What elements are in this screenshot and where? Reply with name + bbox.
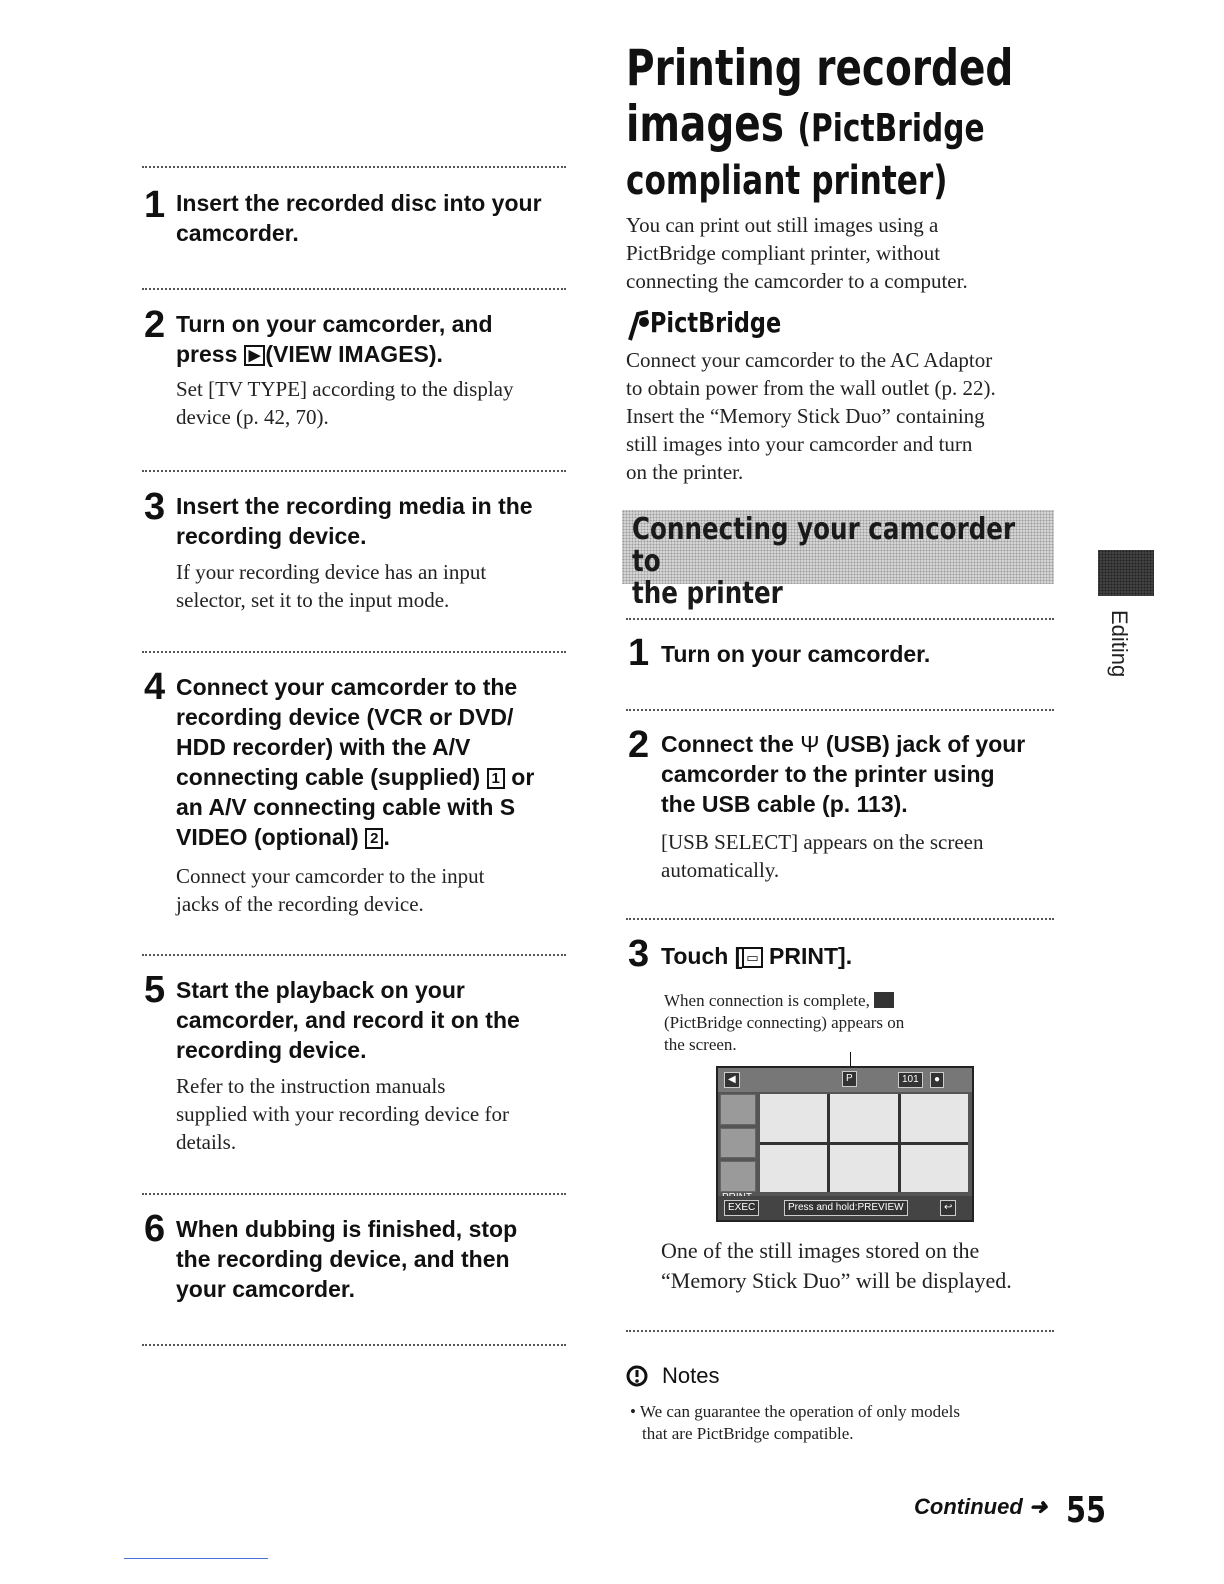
- step-number: 3: [144, 486, 166, 528]
- thumbnail: [901, 1145, 968, 1193]
- step-heading: Connect your camcorder to the recording device (VCR or DVD/ HDD recorder) with the A/V connecting cable (supplied) 1 or an A/V connecting cable with S VIDEO (optional) 2 .: [176, 674, 535, 850]
- step-heading: Connect the Ψ (USB) jack of your camcorder to the printer using the USB cable (p. 113).: [661, 731, 1026, 817]
- pictbridge-icon: [626, 308, 652, 344]
- step-heading: Turn on your camcorder, and press ▶ (VIEW IMAGES).: [176, 311, 493, 367]
- cable-1-icon: 1: [487, 768, 505, 789]
- preparation-text: Connect your camcorder to the AC Adaptor to obtain power from the wall outlet (p. 22). Insert the “Memory Stick Duo” containing still images into your camcorder and turn on the printer.: [626, 348, 996, 484]
- step-after-text: One of the still images stored on the “Memory Stick Duo” will be displayed.: [661, 1238, 1012, 1293]
- section-heading: Connecting your camcorder to the printer: [622, 510, 1054, 584]
- page-title: Printing recorded images (PictBridge compliant printer): [626, 39, 1014, 204]
- disc-icon: ●: [930, 1072, 944, 1088]
- notes-item: • We can guarantee the operation of only models: [630, 1402, 961, 1421]
- divider: [142, 954, 566, 956]
- step-number: 5: [144, 969, 166, 1011]
- step-number: 2: [628, 724, 650, 766]
- divider: [142, 166, 566, 168]
- pictbridge-indicator-icon: P: [842, 1071, 857, 1087]
- step-number: 4: [144, 666, 166, 708]
- cable-2-icon: 2: [365, 828, 383, 849]
- notes-icon: [626, 1365, 648, 1387]
- lcd-screen-illustration: [716, 1066, 974, 1222]
- step-heading: Start the playback on your camcorder, and record it on the recording device.: [176, 977, 520, 1063]
- step-heading: Insert the recorded disc into your camcorder.: [176, 190, 542, 246]
- side-tab: [1098, 550, 1154, 596]
- thumbnail-grid: [760, 1094, 968, 1192]
- pictbridge-connecting-icon: [874, 992, 894, 1008]
- continued-label: Continued ➜: [914, 1494, 1048, 1519]
- footer-line: [124, 1558, 268, 1559]
- step-number: 2: [144, 304, 166, 346]
- side-tab-label: Editing: [1107, 610, 1132, 678]
- thumbnail: [760, 1094, 827, 1142]
- preview-hint: Press and hold:PREVIEW: [784, 1200, 908, 1216]
- step-heading: Touch [ ▭ PRINT].: [661, 943, 853, 969]
- step-number: 3: [628, 933, 650, 975]
- notes-list: • We can guarantee the operation of only models that are PictBridge compatible.: [630, 1401, 1060, 1445]
- step-body: If your recording device has an input selector, set it to the input mode.: [176, 560, 487, 612]
- divider: [142, 470, 566, 472]
- step-number: 1: [144, 184, 166, 226]
- divider: [626, 1330, 1054, 1332]
- thumbnail: [830, 1094, 897, 1142]
- intro-text: You can print out still images using a PictBridge compliant printer, without connecting the camcorder to a computer.: [626, 213, 968, 293]
- step-number: 1: [628, 632, 650, 674]
- divider: [626, 918, 1054, 920]
- step-heading: When dubbing is finished, stop the recording device, and then your camcorder.: [176, 1216, 518, 1302]
- step-body: When connection is complete, (PictBridge connecting) appears on the screen.: [664, 991, 905, 1054]
- step-heading: Turn on your camcorder.: [661, 641, 931, 667]
- exec-button: EXEC: [724, 1200, 759, 1216]
- step-number: 6: [144, 1208, 166, 1250]
- thumbnail: [830, 1145, 897, 1193]
- step-body: [USB SELECT] appears on the screen automatically.: [661, 830, 984, 882]
- arrow-right-icon: ➜: [1028, 1494, 1048, 1519]
- back-icon: ◀: [724, 1072, 740, 1088]
- image-counter: 101: [898, 1072, 923, 1088]
- divider: [142, 1344, 566, 1346]
- step-body: Refer to the instruction manuals supplied with your recording device for details.: [176, 1074, 509, 1154]
- page-number: 55: [1066, 1490, 1107, 1531]
- thumbnail: [901, 1094, 968, 1142]
- divider: [142, 1193, 566, 1195]
- divider: [142, 651, 566, 653]
- divider: [626, 618, 1054, 620]
- step-body: Connect your camcorder to the input jacks of the recording device.: [176, 864, 485, 916]
- divider: [142, 288, 566, 290]
- step-body: Set [TV TYPE] according to the display device (p. 42, 70).: [176, 377, 514, 429]
- print-icon: ▭: [742, 947, 762, 968]
- return-icon: ↩: [940, 1200, 956, 1216]
- screen-side-buttons: [720, 1094, 756, 1192]
- notes-title: Notes: [662, 1363, 720, 1388]
- step-heading: Insert the recording media in the recording device.: [176, 493, 533, 549]
- divider: [626, 709, 1054, 711]
- usb-icon: Ψ: [800, 731, 820, 757]
- view-images-icon: ▶: [244, 345, 266, 366]
- thumbnail: [760, 1145, 827, 1193]
